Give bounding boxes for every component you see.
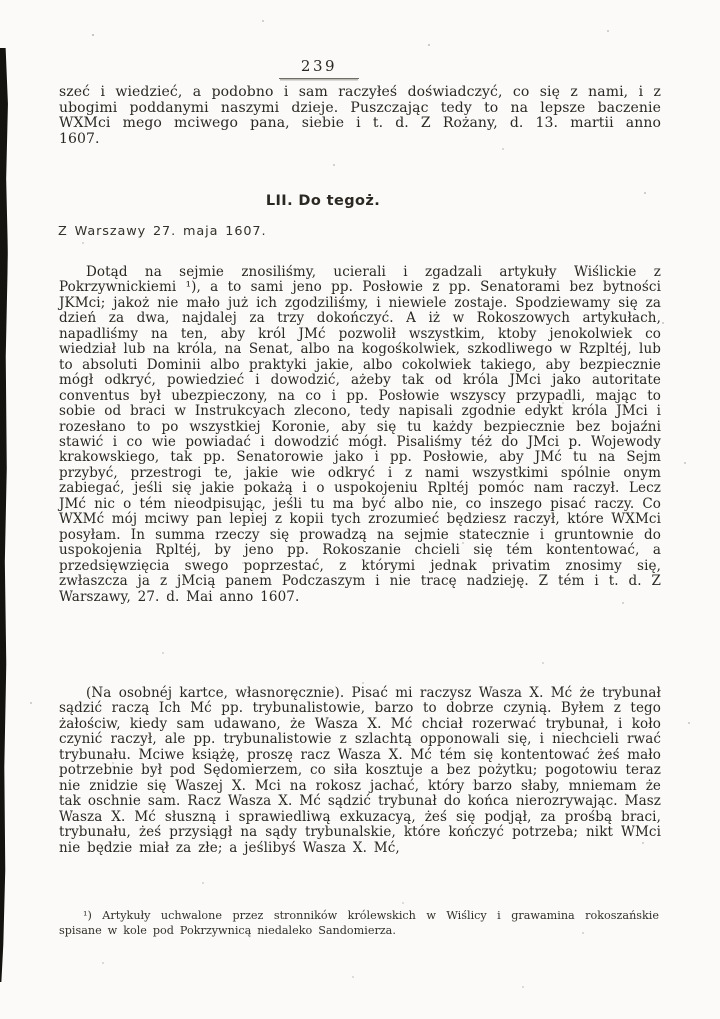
scan-noise-speckles [0, 0, 2, 2]
section-heading: LII. Do tegoż. [265, 193, 381, 209]
footnote: ¹) Artykuły uchwalone przez stronników królewskich w Wiślicy i grawamina rokoszańskie spisane w kole pod Pokrzywnicą niedaleko Sandomierza. [59, 909, 659, 937]
letter-body-paragraph: Dotąd na sejmie znosiliśmy, ucierali i zgadzali artykuły Wiślickie z Pokrzywnickiemi ¹), a to sami jeno pp. Posłowie z pp. Senatorami bez bytności JKMci; jakoż nie mało już ich zgodziliśmy, i niewiele zostaje. Spodziewamy się za dzień za dwa, najdalej za trzy dokończyć. A iż w Rokoszowych artykułach, napadliśmy na ten, aby król JMć pozwolił wszystkim, ktoby jenokolwiek co wiedział lub na króla, na Senat, albo na kogośkolwiek, szkodliwego w Rzpltéj, lub to absoluti Dominii albo praktyki jakie, albo cokolwiek takiego, aby bezpiecznie mógł odkryć, powiedzieć i dowodzić, ażeby tak od króla JMci jako autoritate conventus był ubezpieczony, na co i pp. Posłowie wszyscy przypadli, mając to sobie od braci w Instrukcyach zlecono, tedy napisali zgodnie edykt króla JMci i rozesłano to po wszystkiej Koronie, aby się tu każdy bezpiecznie bez bojaźni stawić i co wie powiadać i dowodzić mógł. Pisaliśmy téż do JMci p. Wojewody krakowskiego, tak pp. Senatorowie jako i pp. Posłowie, aby JMć tu na Sejm przybyć, przestrogi te, jakie wie odkryć i z nami wszystkimi spólnie onym zabiegać, jeśli się jakie pokażą i o uspokojeniu Rpltéj pomóc nam raczył. Lecz JMć nic o tém nieodpisując, jeśli tu ma być albo nie, co inszego pisać raczy. Co WXMć mój mciwy pan lepiej z kopii tych zrozumieć będziesz raczył, które WXMci posyłam. In summa rzeczy się prowadzą na sejmie statecznie i gruntownie do uspokojenia Rpltéj, by jeno pp. Rokoszanie chcieli się tém kontentować, a przedsięwzięcia swego poprzestać, z którymi jednak privatim znosimy się, zwłaszcza ja z jMcią panem Podczaszym i nie tracę nadzieję. Z tém i t. d. Z Warszawy, 27. d. Mai anno 1607. [59, 264, 661, 605]
folio-header [0, 56, 638, 79]
postscript-paragraph: (Na osobnéj kartce, własnoręcznie). Pisać mi raczysz Wasza X. Mć że trybunał sądzić raczą Ich Mć pp. trybunalistowie, barzo to dobrze czynią. Byłem z tego żałościw, kiedy sam udawano, że Wasza X. Mć chciał rozerwać trybunał, i koło czynić raczył, ale pp. trybunalistowie z szlachtą opponowali się, i niechcieli rwać trybunału. Mciwe książę, proszę racz Wasza X. Mć tém się kontentować żeś mało potrzebnie był pod Sędomierzem, co siła kosztuje a bez pożytku; pogotowiu teraz nie znidzie się Waszej X. Mci na rokosz jachać, który barzo słaby, mniemam że tak oschnie sam. Racz Wasza X. Mć sądzić trybunał do końca nierozrywając. Masz Wasza X. Mć słuszną i sprawiedliwą exkuzacyą, żeś się podjął, za prośbą braci, trybunału, żeś przysiągł na sądy trybunalskie, które kończyć potrzeba; nikt WMci nie będzie miał za złe; a jeślibyś Wasza X. Mć, [59, 685, 661, 856]
paragraph-continuation-from-previous-page: szeć i wiedzieć, a podobno i sam raczyłeś doświadczyć, co się z nami, i z ubogimi poddanymi naszymi dzieje. Puszczając tedy to na lepsze baczenie WXMci mego mciwego pana, siebie i t. d. Z Rożany, d. 13. martii anno 1607. [59, 84, 661, 147]
scan-binding-edge-artifact [0, 48, 9, 982]
page-number: 239 [279, 57, 359, 79]
letter-dateline: Z Warszawy 27. maja 1607. [58, 224, 267, 239]
